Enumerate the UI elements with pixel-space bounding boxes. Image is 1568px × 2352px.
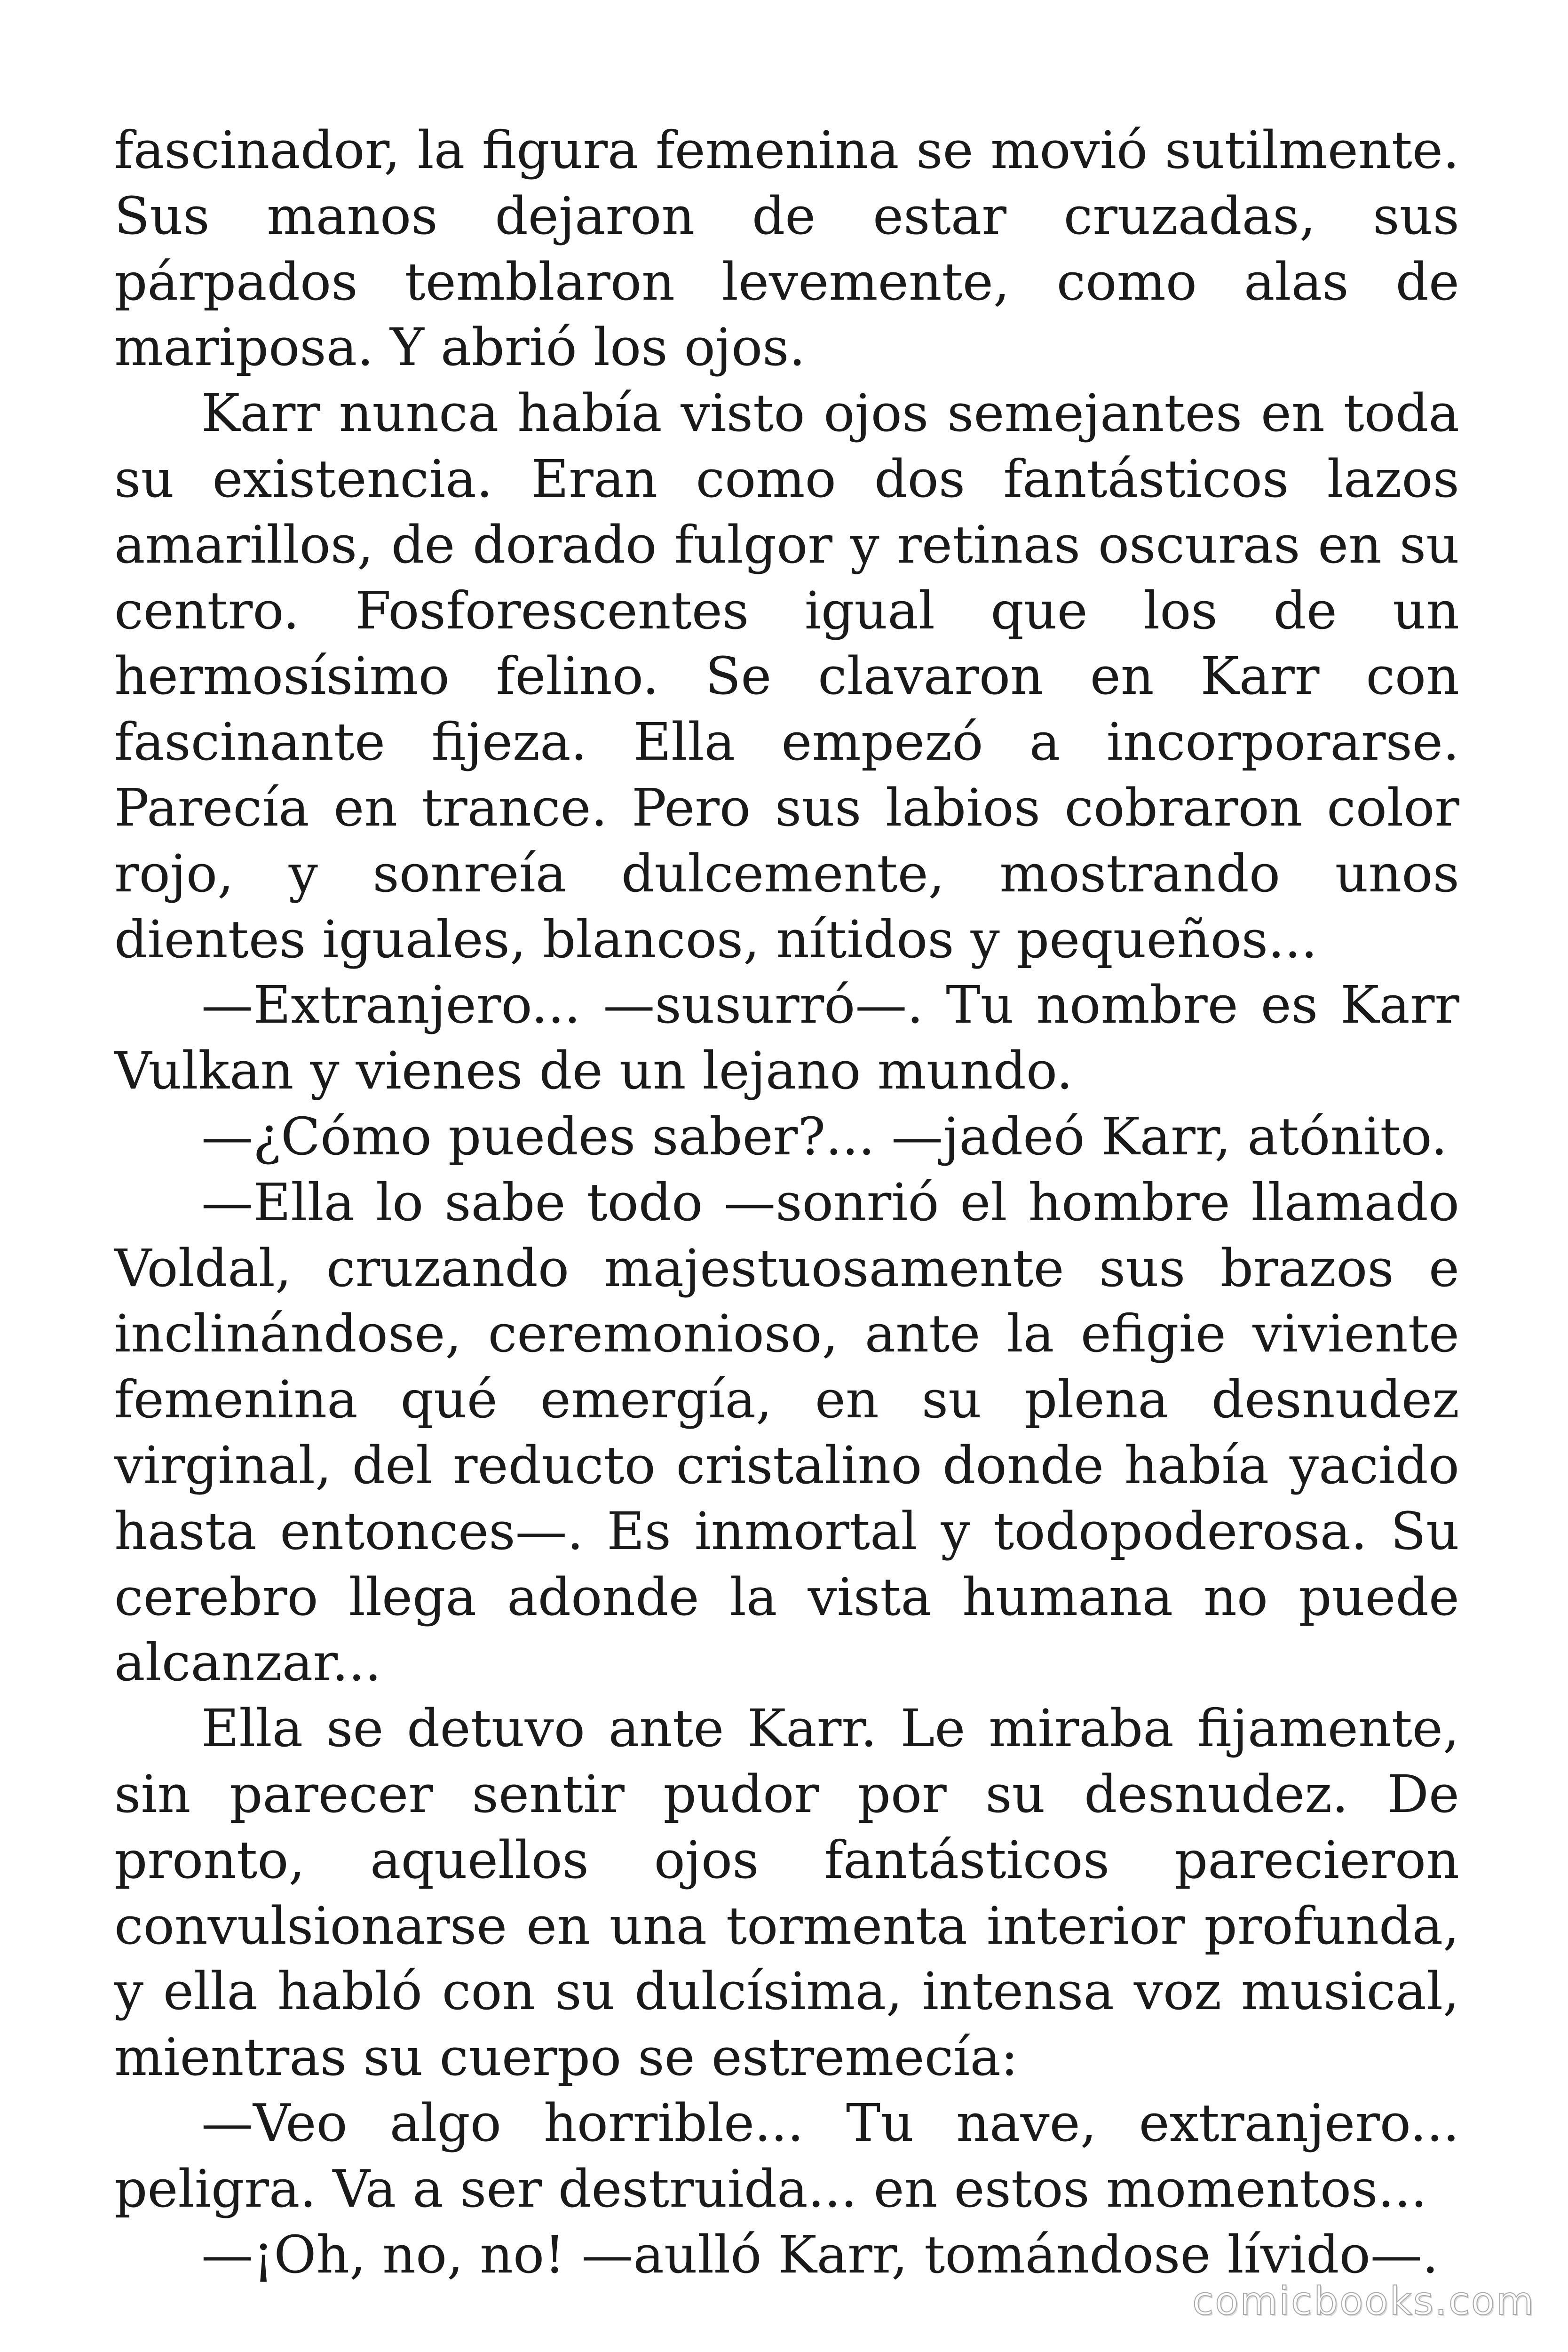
paragraph: —¿Cómo puedes saber?... —jadeó Karr, atónito. <box>201 1106 1448 1167</box>
page-text <box>114 118 1459 2288</box>
paragraph: —Veo algo horrible... Tu nave, extranjero... peligra. Va a ser destruida... en estos momentos... <box>114 2092 1459 2219</box>
paragraph: Karr nunca había visto ojos semejantes en toda su existencia. Eran como dos fantásticos lazos amarillos, de dorado fulgor y retinas oscuras en su centro. Fosforescentes igual que los de un hermosísimo felino. Se clavaron en Karr con fascinante fijeza. Ella empezó a incorporarse. Parecía en trance. Pero sus labios cobraron color rojo, y sonreía dulcemente, mostrando unos dientes iguales, blancos, nítidos y pequeños... <box>114 383 1459 969</box>
paragraph: —Ella lo sabe todo —sonrió el hombre llamado Voldal, cruzando majestuosamente sus brazos e inclinándose, ceremonioso, ante la efigie viviente femenina qué emergía, en su plena desnudez virginal, del reducto cristalino donde había yacido hasta entonces—. Es inmortal y todopoderosa. Su cerebro llega adonde la vista humana no puede alcanzar... <box>114 1172 1459 1693</box>
paragraph: —Extranjero... —susurró—. Tu nombre es Karr Vulkan y vienes de un lejano mundo. <box>114 975 1459 1101</box>
paragraph: Ella se detuvo ante Karr. Le miraba fijamente, sin parecer sentir pudor por su desnudez. De pronto, aquellos ojos fantásticos parecieron convulsionarse en una tormenta interior profunda, y ella habló con su dulcísima, intensa voz musical, mientras su cuerpo se estremecía: <box>114 1698 1459 2088</box>
paragraph: fascinador, la figura femenina se movió sutilmente. Sus manos dejaron de estar cruzadas, sus párpados temblaron levemente, como alas de mariposa. Y abrió los ojos. <box>114 120 1459 378</box>
watermark: comicbooks.com <box>1192 2279 1535 2324</box>
paragraph: —¡Oh, no, no! —aulló Karr, tomándose lívido—. <box>201 2224 1439 2285</box>
